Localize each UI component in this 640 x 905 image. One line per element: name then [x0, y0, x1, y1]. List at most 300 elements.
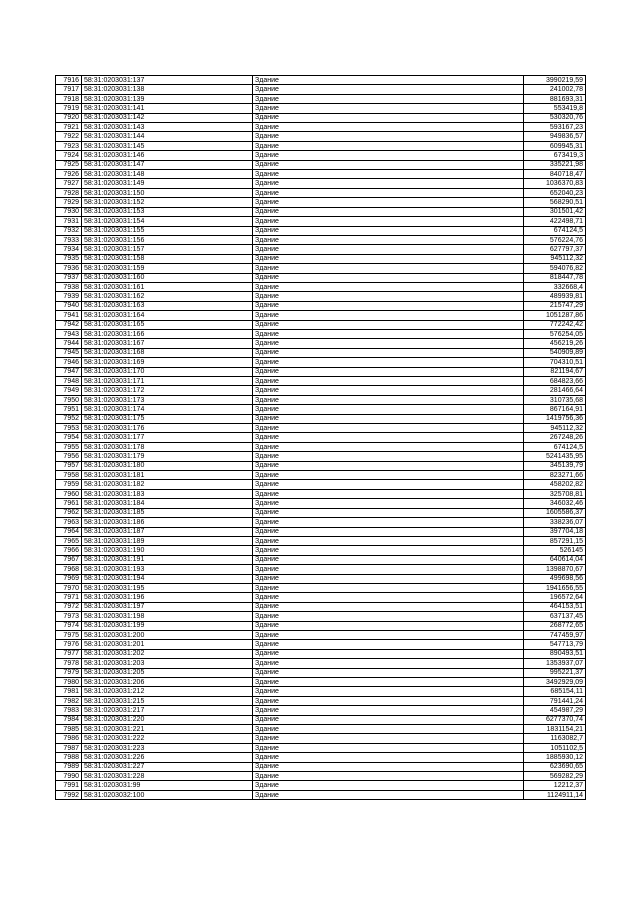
object-type: Здание	[253, 179, 524, 188]
object-type: Здание	[253, 188, 524, 197]
cadastral-value: 301501,42	[524, 207, 586, 216]
object-type: Здание	[253, 170, 524, 179]
table-row	[56, 329, 586, 338]
row-number: 7923	[56, 141, 82, 150]
object-type: Здание	[253, 414, 524, 423]
object-type: Здание	[253, 527, 524, 536]
table-row	[56, 282, 586, 291]
cadastral-number: 58:31:0203031:149	[82, 179, 253, 188]
table-row	[56, 104, 586, 113]
cadastral-number: 58:31:0203031:212	[82, 687, 253, 696]
object-type: Здание	[253, 282, 524, 291]
cadastral-number: 58:31:0203031:194	[82, 574, 253, 583]
table-row	[56, 358, 586, 367]
object-type: Здание	[253, 772, 524, 781]
table-row	[56, 226, 586, 235]
cadastral-number: 58:31:0203031:162	[82, 292, 253, 301]
cadastral-value: 1036370,83	[524, 179, 586, 188]
table-row	[56, 433, 586, 442]
cadastral-value: 576224,76	[524, 235, 586, 244]
row-number: 7970	[56, 583, 82, 592]
cadastral-number: 58:31:0203031:152	[82, 198, 253, 207]
cadastral-value: 818447,78	[524, 273, 586, 282]
cadastral-number: 58:31:0203031:191	[82, 555, 253, 564]
cadastral-value: 458202,82	[524, 480, 586, 489]
cadastral-number: 58:31:0203031:164	[82, 311, 253, 320]
object-type: Здание	[253, 132, 524, 141]
row-number: 7977	[56, 649, 82, 658]
cadastral-value: 637137,45	[524, 612, 586, 621]
row-number: 7985	[56, 725, 82, 734]
cadastral-value: 3492929,09	[524, 678, 586, 687]
object-type: Здание	[253, 235, 524, 244]
table-row	[56, 743, 586, 752]
object-type: Здание	[253, 377, 524, 386]
row-number: 7935	[56, 254, 82, 263]
table-row	[56, 772, 586, 781]
table-row	[56, 706, 586, 715]
object-type: Здание	[253, 207, 524, 216]
cadastral-value: 623690,65	[524, 762, 586, 771]
cadastral-number: 58:31:0203031:187	[82, 527, 253, 536]
cadastral-value: 196572,64	[524, 593, 586, 602]
row-number: 7951	[56, 405, 82, 414]
table-row	[56, 725, 586, 734]
cadastral-number: 58:31:0203031:193	[82, 565, 253, 574]
object-type: Здание	[253, 405, 524, 414]
row-number: 7948	[56, 377, 82, 386]
table-row	[56, 273, 586, 282]
object-type: Здание	[253, 76, 524, 85]
table-row	[56, 160, 586, 169]
table-row	[56, 715, 586, 724]
object-type: Здание	[253, 790, 524, 799]
cadastral-value: 335221,98	[524, 160, 586, 169]
object-type: Здание	[253, 612, 524, 621]
table-row	[56, 85, 586, 94]
row-number: 7949	[56, 386, 82, 395]
table-row	[56, 198, 586, 207]
object-type: Здание	[253, 245, 524, 254]
cadastral-number: 58:31:0203031:227	[82, 762, 253, 771]
table-row	[56, 141, 586, 150]
table-row	[56, 170, 586, 179]
object-type: Здание	[253, 141, 524, 150]
cadastral-number: 58:31:0203031:142	[82, 113, 253, 122]
object-type: Здание	[253, 499, 524, 508]
table-row	[56, 452, 586, 461]
row-number: 7975	[56, 630, 82, 639]
cadastral-number: 58:31:0203031:139	[82, 94, 253, 103]
object-type: Здание	[253, 113, 524, 122]
table-row	[56, 395, 586, 404]
cadastral-value: 821194,67	[524, 367, 586, 376]
cadastral-number: 58:31:0203031:159	[82, 264, 253, 273]
table-row	[56, 367, 586, 376]
cadastral-value: 609945,31	[524, 141, 586, 150]
row-number: 7950	[56, 395, 82, 404]
object-type: Здание	[253, 536, 524, 545]
cadastral-number: 58:31:0203031:155	[82, 226, 253, 235]
object-type: Здание	[253, 508, 524, 517]
table-row	[56, 781, 586, 790]
cadastral-number: 58:31:0203031:222	[82, 734, 253, 743]
object-type: Здание	[253, 433, 524, 442]
object-type: Здание	[253, 687, 524, 696]
row-number: 7927	[56, 179, 82, 188]
row-number: 7926	[56, 170, 82, 179]
cadastral-value: 576254,05	[524, 329, 586, 338]
cadastral-value: 422498,71	[524, 217, 586, 226]
cadastral-value: 1163082,7	[524, 734, 586, 743]
object-type: Здание	[253, 273, 524, 282]
row-number: 7967	[56, 555, 82, 564]
row-number: 7943	[56, 329, 82, 338]
table-row	[56, 311, 586, 320]
object-type: Здание	[253, 320, 524, 329]
row-number: 7919	[56, 104, 82, 113]
object-type: Здание	[253, 442, 524, 451]
cadastral-number: 58:31:0203031:176	[82, 424, 253, 433]
cadastral-value: 464153,51	[524, 602, 586, 611]
row-number: 7930	[56, 207, 82, 216]
table-row	[56, 405, 586, 414]
object-type: Здание	[253, 546, 524, 555]
cadastral-number: 58:31:0203031:200	[82, 630, 253, 639]
table-row	[56, 640, 586, 649]
cadastral-number: 58:31:0203031:226	[82, 753, 253, 762]
table-row	[56, 593, 586, 602]
row-number: 7965	[56, 536, 82, 545]
cadastral-number: 58:31:0203031:141	[82, 104, 253, 113]
cadastral-number: 58:31:0203031:182	[82, 480, 253, 489]
row-number: 7922	[56, 132, 82, 141]
cadastral-value: 1124911,14	[524, 790, 586, 799]
table-row	[56, 574, 586, 583]
cadastral-number: 58:31:0203031:202	[82, 649, 253, 658]
table-row	[56, 254, 586, 263]
cadastral-value: 881693,31	[524, 94, 586, 103]
cadastral-value: 568290,51	[524, 198, 586, 207]
cadastral-number: 58:31:0203031:181	[82, 471, 253, 480]
object-type: Здание	[253, 678, 524, 687]
row-number: 7968	[56, 565, 82, 574]
object-type: Здание	[253, 659, 524, 668]
row-number: 7954	[56, 433, 82, 442]
cadastral-value: 704310,51	[524, 358, 586, 367]
cadastral-number: 58:31:0203031:215	[82, 696, 253, 705]
row-number: 7976	[56, 640, 82, 649]
table-row	[56, 245, 586, 254]
cadastral-value: 310735,68	[524, 395, 586, 404]
cadastral-number: 58:31:0203031:196	[82, 593, 253, 602]
row-number: 7928	[56, 188, 82, 197]
cadastral-value: 867164,91	[524, 405, 586, 414]
row-number: 7936	[56, 264, 82, 273]
object-type: Здание	[253, 339, 524, 348]
object-type: Здание	[253, 555, 524, 564]
table-row	[56, 518, 586, 527]
table-row	[56, 555, 586, 564]
row-number: 7917	[56, 85, 82, 94]
row-number: 7953	[56, 424, 82, 433]
cadastral-number: 58:31:0203031:185	[82, 508, 253, 517]
object-type: Здание	[253, 160, 524, 169]
row-number: 7942	[56, 320, 82, 329]
object-type: Здание	[253, 151, 524, 160]
cadastral-number: 58:31:0203031:198	[82, 612, 253, 621]
row-number: 7974	[56, 621, 82, 630]
object-type: Здание	[253, 725, 524, 734]
row-number: 7929	[56, 198, 82, 207]
object-type: Здание	[253, 668, 524, 677]
cadastral-value: 945112,32	[524, 424, 586, 433]
cadastral-value: 345139,79	[524, 461, 586, 470]
cadastral-number: 58:31:0203031:158	[82, 254, 253, 263]
table-row	[56, 499, 586, 508]
cadastral-number: 58:31:0203031:205	[82, 668, 253, 677]
object-type: Здание	[253, 696, 524, 705]
cadastral-number: 58:31:0203031:171	[82, 377, 253, 386]
table-row	[56, 235, 586, 244]
cadastral-value: 945112,32	[524, 254, 586, 263]
cadastral-number: 58:31:0203031:174	[82, 405, 253, 414]
row-number: 7964	[56, 527, 82, 536]
cadastral-number: 58:31:0203031:217	[82, 706, 253, 715]
row-number: 7918	[56, 94, 82, 103]
table-row	[56, 207, 586, 216]
row-number: 7973	[56, 612, 82, 621]
cadastral-value: 12212,37	[524, 781, 586, 790]
table-row	[56, 442, 586, 451]
cadastral-value: 640614,04	[524, 555, 586, 564]
cadastral-value: 569282,29	[524, 772, 586, 781]
table-row	[56, 546, 586, 555]
table-row	[56, 659, 586, 668]
object-type: Здание	[253, 329, 524, 338]
row-number: 7989	[56, 762, 82, 771]
cadastral-number: 58:31:0203031:203	[82, 659, 253, 668]
cadastral-value: 1605586,37	[524, 508, 586, 517]
table-row	[56, 536, 586, 545]
table-row	[56, 753, 586, 762]
cadastral-number: 58:31:0203031:137	[82, 76, 253, 85]
cadastral-number: 58:31:0203031:221	[82, 725, 253, 734]
cadastral-value: 674124,5	[524, 442, 586, 451]
table-row	[56, 734, 586, 743]
cadastral-number: 58:31:0203031:169	[82, 358, 253, 367]
table-row	[56, 762, 586, 771]
object-type: Здание	[253, 602, 524, 611]
cadastral-number: 58:31:0203031:220	[82, 715, 253, 724]
table-row	[56, 630, 586, 639]
cadastral-number: 58:31:0203031:170	[82, 367, 253, 376]
table-row	[56, 348, 586, 357]
cadastral-number: 58:31:0203031:173	[82, 395, 253, 404]
object-type: Здание	[253, 649, 524, 658]
object-type: Здание	[253, 452, 524, 461]
cadastral-value: 594076,82	[524, 264, 586, 273]
cadastral-number: 58:31:0203031:147	[82, 160, 253, 169]
cadastral-value: 268772,65	[524, 621, 586, 630]
table-row	[56, 301, 586, 310]
cadastral-value: 1051102,5	[524, 743, 586, 752]
table-row	[56, 76, 586, 85]
object-type: Здание	[253, 489, 524, 498]
object-type: Здание	[253, 630, 524, 639]
cadastral-number: 58:31:0203031:175	[82, 414, 253, 423]
object-type: Здание	[253, 706, 524, 715]
cadastral-number: 58:31:0203031:195	[82, 583, 253, 592]
table-row	[56, 424, 586, 433]
table-row	[56, 649, 586, 658]
object-type: Здание	[253, 348, 524, 357]
table-row	[56, 151, 586, 160]
cadastral-value: 456219,26	[524, 339, 586, 348]
cadastral-number: 58:31:0203031:150	[82, 188, 253, 197]
row-number: 7971	[56, 593, 82, 602]
cadastral-number: 58:31:0203031:180	[82, 461, 253, 470]
cadastral-value: 338236,07	[524, 518, 586, 527]
cadastral-value: 1353937,07	[524, 659, 586, 668]
row-number: 7920	[56, 113, 82, 122]
object-type: Здание	[253, 123, 524, 132]
cadastral-number: 58:31:0203031:179	[82, 452, 253, 461]
row-number: 7980	[56, 678, 82, 687]
cadastral-number: 58:31:0203031:197	[82, 602, 253, 611]
cadastral-value: 1885930,12	[524, 753, 586, 762]
cadastral-number: 58:31:0203031:177	[82, 433, 253, 442]
row-number: 7947	[56, 367, 82, 376]
cadastral-value: 3990219,59	[524, 76, 586, 85]
row-number: 7991	[56, 781, 82, 790]
cadastral-number: 58:31:0203031:228	[82, 772, 253, 781]
row-number: 7932	[56, 226, 82, 235]
cadastral-value: 791441,24	[524, 696, 586, 705]
row-number: 7921	[56, 123, 82, 132]
object-type: Здание	[253, 593, 524, 602]
object-type: Здание	[253, 301, 524, 310]
object-type: Здание	[253, 424, 524, 433]
object-type: Здание	[253, 104, 524, 113]
row-number: 7944	[56, 339, 82, 348]
cadastral-number: 58:31:0203032:100	[82, 790, 253, 799]
cadastral-value: 397704,18	[524, 527, 586, 536]
table-row	[56, 320, 586, 329]
cadastral-number: 58:31:0203031:156	[82, 235, 253, 244]
row-number: 7984	[56, 715, 82, 724]
table-row	[56, 508, 586, 517]
object-type: Здание	[253, 715, 524, 724]
object-type: Здание	[253, 518, 524, 527]
cadastral-number: 58:31:0203031:161	[82, 282, 253, 291]
table-row	[56, 94, 586, 103]
cadastral-number: 58:31:0203031:144	[82, 132, 253, 141]
table-row	[56, 132, 586, 141]
cadastral-value: 6277370,74	[524, 715, 586, 724]
object-type: Здание	[253, 358, 524, 367]
row-number: 7987	[56, 743, 82, 752]
cadastral-value: 949836,57	[524, 132, 586, 141]
cadastral-number: 58:31:0203031:184	[82, 499, 253, 508]
cadastral-number: 58:31:0203031:201	[82, 640, 253, 649]
cadastral-number: 58:31:0203031:145	[82, 141, 253, 150]
table-row	[56, 565, 586, 574]
row-number: 7937	[56, 273, 82, 282]
object-type: Здание	[253, 734, 524, 743]
cadastral-value: 530320,76	[524, 113, 586, 122]
cadastral-value: 553419,8	[524, 104, 586, 113]
row-number: 7916	[56, 76, 82, 85]
row-number: 7963	[56, 518, 82, 527]
cadastral-value: 499698,56	[524, 574, 586, 583]
row-number: 7990	[56, 772, 82, 781]
row-number: 7955	[56, 442, 82, 451]
table-row	[56, 612, 586, 621]
row-number: 7983	[56, 706, 82, 715]
row-number: 7972	[56, 602, 82, 611]
cadastral-value: 1051287,86	[524, 311, 586, 320]
table-row	[56, 217, 586, 226]
cadastral-value: 840718,47	[524, 170, 586, 179]
object-type: Здание	[253, 574, 524, 583]
cadastral-value: 1831154,21	[524, 725, 586, 734]
cadastral-number: 58:31:0203031:168	[82, 348, 253, 357]
cadastral-number: 58:31:0203031:165	[82, 320, 253, 329]
row-number: 7945	[56, 348, 82, 357]
object-type: Здание	[253, 762, 524, 771]
table-body	[56, 76, 586, 800]
object-type: Здание	[253, 743, 524, 752]
cadastral-number: 58:31:0203031:223	[82, 743, 253, 752]
object-type: Здание	[253, 226, 524, 235]
table-row	[56, 790, 586, 799]
row-number: 7959	[56, 480, 82, 489]
cadastral-number: 58:31:0203031:189	[82, 536, 253, 545]
cadastral-value: 489939,81	[524, 292, 586, 301]
row-number: 7940	[56, 301, 82, 310]
object-type: Здание	[253, 264, 524, 273]
cadastral-number: 58:31:0203031:172	[82, 386, 253, 395]
cadastral-number: 58:31:0203031:199	[82, 621, 253, 630]
cadastral-value: 823271,66	[524, 471, 586, 480]
row-number: 7934	[56, 245, 82, 254]
row-number: 7961	[56, 499, 82, 508]
cadastral-value: 747459,97	[524, 630, 586, 639]
cadastral-number: 58:31:0203031:178	[82, 442, 253, 451]
table-row	[56, 113, 586, 122]
object-type: Здание	[253, 781, 524, 790]
cadastral-value: 674124,5	[524, 226, 586, 235]
table-row	[56, 179, 586, 188]
row-number: 7966	[56, 546, 82, 555]
cadastral-number: 58:31:0203031:99	[82, 781, 253, 790]
row-number: 7925	[56, 160, 82, 169]
cadastral-number: 58:31:0203031:166	[82, 329, 253, 338]
cadastral-value: 215747,29	[524, 301, 586, 310]
cadastral-value: 684823,66	[524, 377, 586, 386]
object-type: Здание	[253, 311, 524, 320]
cadastral-value: 1419756,36	[524, 414, 586, 423]
cadastral-value: 1398870,67	[524, 565, 586, 574]
cadastral-value: 652040,23	[524, 188, 586, 197]
table-row	[56, 583, 586, 592]
row-number: 7978	[56, 659, 82, 668]
cadastral-value: 267248,26	[524, 433, 586, 442]
cadastral-value: 890493,51	[524, 649, 586, 658]
table-row	[56, 377, 586, 386]
cadastral-value: 547713,79	[524, 640, 586, 649]
